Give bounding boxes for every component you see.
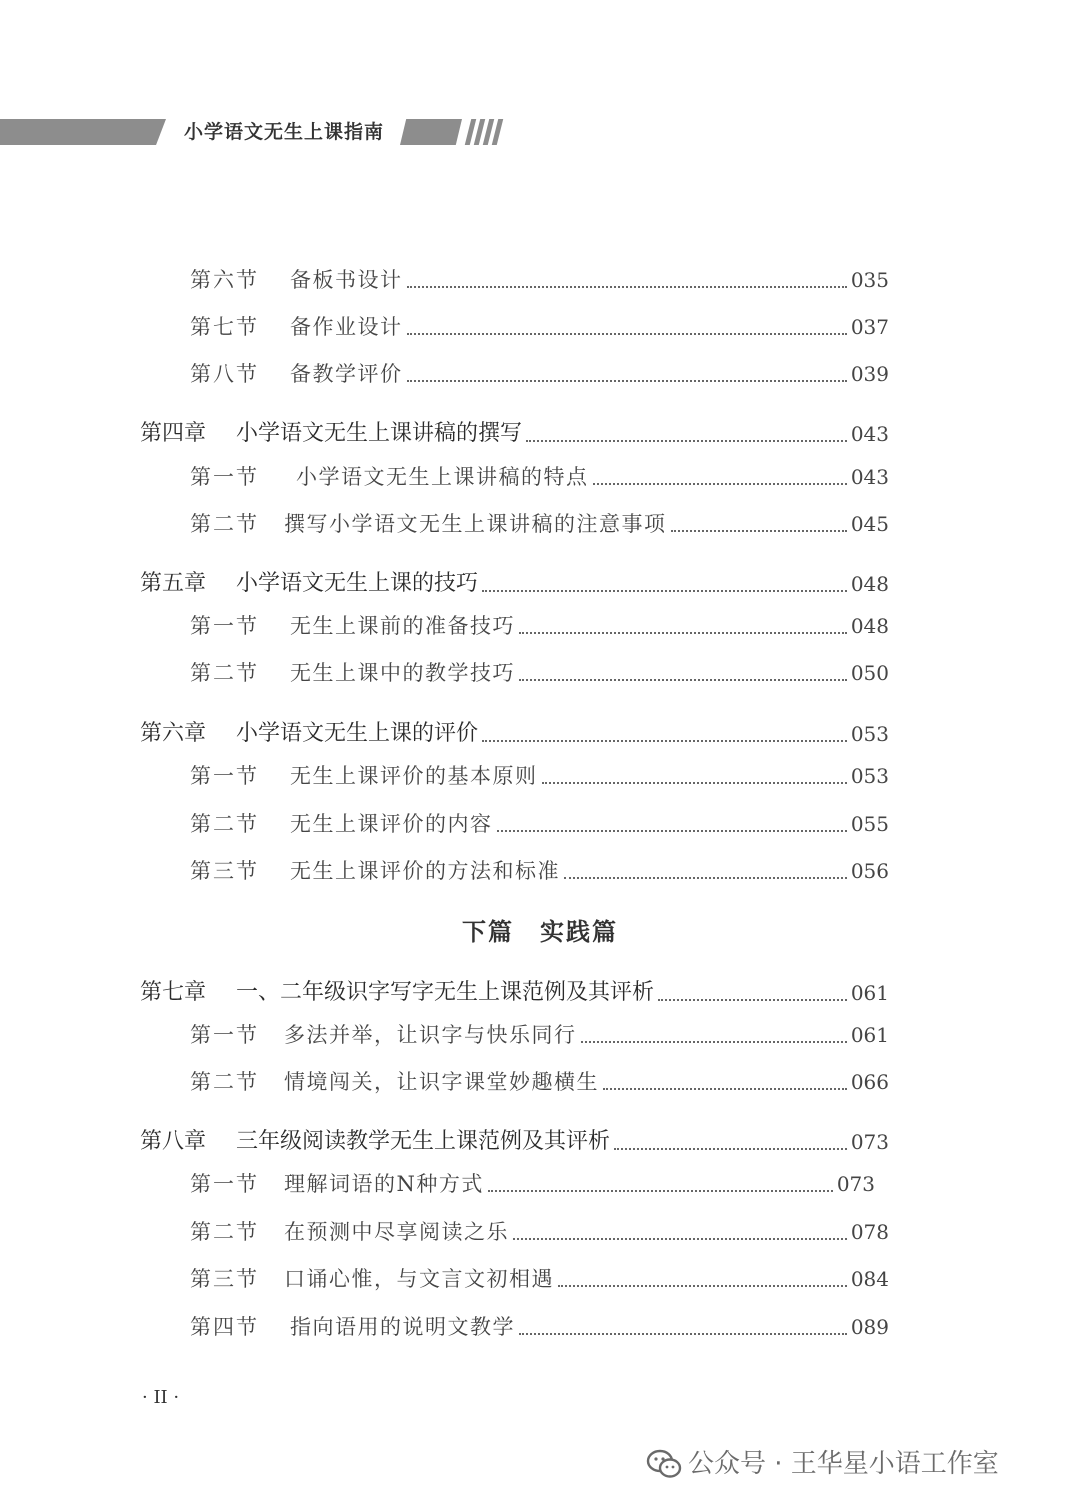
header-stripe (492, 119, 503, 145)
section-number: 第三节 (190, 859, 259, 883)
page-ref: 073 (850, 1130, 889, 1154)
section-number: 第七节 (190, 315, 259, 339)
dot-leader (488, 1190, 833, 1192)
toc-chapter-row (0, 416, 1080, 452)
toc-section-row (0, 356, 1080, 392)
section-number: 第二节 (190, 812, 259, 836)
page-ref: 066 (850, 1070, 889, 1094)
toc-section-row (0, 655, 1080, 691)
section-title: 无生上课中的教学技巧 (290, 661, 515, 685)
section-title: 口诵心惟，与文言文初相遇 (284, 1267, 554, 1291)
section-title: 在预测中尽享阅读之乐 (284, 1220, 509, 1244)
section-title: 无生上课评价的基本原则 (290, 764, 538, 788)
page-ref: 050 (850, 661, 889, 685)
header-bar-left (0, 119, 166, 145)
section-title: 备作业设计 (290, 315, 403, 339)
toc-section-row (0, 758, 1080, 794)
dot-leader (603, 1088, 847, 1090)
page-ref: 043 (850, 422, 889, 446)
dot-leader (513, 1238, 847, 1240)
section-title: 备教学评价 (290, 362, 403, 386)
dot-leader (671, 530, 847, 532)
section-number: 第二节 (190, 512, 259, 536)
dot-leader (658, 999, 847, 1001)
page-ref: 035 (850, 268, 889, 292)
dot-leader (407, 333, 847, 335)
chapter-title: 小学语文无生上课讲稿的撰写 (236, 421, 523, 446)
page-ref: 053 (850, 722, 889, 746)
chapter-number: 第四章 (140, 421, 207, 446)
watermark-text: 公众号 · 王华星小语工作室 (688, 1449, 999, 1479)
page-ref: 048 (850, 614, 889, 638)
section-number: 第一节 (190, 764, 259, 788)
dot-leader (519, 1333, 847, 1335)
section-title: 情境闯关，让识字课堂妙趣横生 (284, 1070, 599, 1094)
dot-leader (614, 1148, 847, 1150)
page-ref: 061 (850, 1023, 889, 1047)
section-number: 第二节 (190, 1220, 259, 1244)
dot-leader (519, 679, 847, 681)
toc-section-row (0, 1017, 1080, 1053)
toc-section-row (0, 1214, 1080, 1250)
dot-leader (497, 830, 847, 832)
chapter-title: 小学语文无生上课的技巧 (236, 571, 479, 596)
page-ref: 048 (850, 572, 889, 596)
dot-leader (558, 1285, 847, 1287)
book-title: 小学语文无生上课指南 (184, 121, 385, 143)
section-number: 第八节 (190, 362, 259, 386)
toc-section-row (0, 1064, 1080, 1100)
page-ref: 045 (850, 512, 889, 536)
toc-section-row (0, 1261, 1080, 1297)
toc-section-row (0, 853, 1080, 889)
toc-section-row (0, 309, 1080, 345)
page-ref: 037 (850, 315, 889, 339)
dot-leader (407, 380, 847, 382)
section-number: 第一节 (190, 465, 259, 489)
part-name: 实践篇 (540, 917, 618, 946)
toc-section-row (0, 1309, 1080, 1345)
section-title: 小学语文无生上课讲稿的特点 (296, 465, 589, 489)
section-title: 指向语用的说明文教学 (290, 1315, 515, 1339)
chapter-number: 第七章 (140, 980, 207, 1005)
chapter-title: 三年级阅读教学无生上课范例及其评析 (236, 1129, 611, 1154)
dot-leader (564, 877, 847, 879)
section-title: 多法并举，让识字与快乐同行 (284, 1023, 577, 1047)
section-number: 第六节 (190, 268, 259, 292)
chapter-number: 第五章 (140, 571, 207, 596)
chapter-number: 第八章 (140, 1129, 207, 1154)
chapter-title: 小学语文无生上课的评价 (236, 721, 479, 746)
dot-leader (581, 1041, 847, 1043)
page-ref: 084 (850, 1267, 889, 1291)
header-bar-right (400, 119, 462, 145)
section-title: 无生上课评价的内容 (290, 812, 493, 836)
chapter-title: 一、二年级识字写字无生上课范例及其评析 (236, 980, 655, 1005)
page-ref: 039 (850, 362, 889, 386)
toc-chapter-row (0, 716, 1080, 752)
page-ref: 055 (850, 812, 889, 836)
dot-leader (542, 782, 847, 784)
page-ref: 073 (836, 1172, 875, 1196)
wechat-icon (646, 1448, 682, 1480)
part-title (0, 914, 1080, 950)
toc-section-row (0, 262, 1080, 298)
page-ref: 053 (850, 764, 889, 788)
page-number: · II · (142, 1387, 180, 1408)
toc-section-row (0, 459, 1080, 495)
chapter-number: 第六章 (140, 721, 207, 746)
section-title: 备板书设计 (290, 268, 403, 292)
section-number: 第二节 (190, 661, 259, 685)
part-label: 下篇 (462, 917, 514, 946)
toc-chapter-row (0, 1124, 1080, 1160)
toc-section-row (0, 806, 1080, 842)
toc-section-row (0, 506, 1080, 542)
section-title: 无生上课前的准备技巧 (290, 614, 515, 638)
section-title: 撰写小学语文无生上课讲稿的注意事项 (284, 512, 667, 536)
page-ref: 056 (850, 859, 889, 883)
toc-chapter-row (0, 975, 1080, 1011)
running-header (0, 116, 1080, 148)
section-number: 第三节 (190, 1267, 259, 1291)
page-ref: 089 (850, 1315, 889, 1339)
page-ref: 078 (850, 1220, 889, 1244)
section-number: 第一节 (190, 1172, 259, 1196)
section-number: 第一节 (190, 1023, 259, 1047)
toc-chapter-row (0, 566, 1080, 602)
section-number: 第二节 (190, 1070, 259, 1094)
toc-section-row (0, 1166, 1080, 1202)
section-title: 无生上课评价的方法和标准 (290, 859, 560, 883)
page-ref: 043 (850, 465, 889, 489)
toc-section-row (0, 608, 1080, 644)
section-number: 第四节 (190, 1315, 259, 1339)
dot-leader (526, 440, 847, 442)
dot-leader (593, 483, 847, 485)
dot-leader (519, 632, 847, 634)
section-title: 理解词语的N种方式 (284, 1172, 484, 1196)
dot-leader (407, 286, 847, 288)
section-number: 第一节 (190, 614, 259, 638)
page-ref: 061 (850, 981, 889, 1005)
dot-leader (482, 740, 847, 742)
dot-leader (482, 590, 847, 592)
